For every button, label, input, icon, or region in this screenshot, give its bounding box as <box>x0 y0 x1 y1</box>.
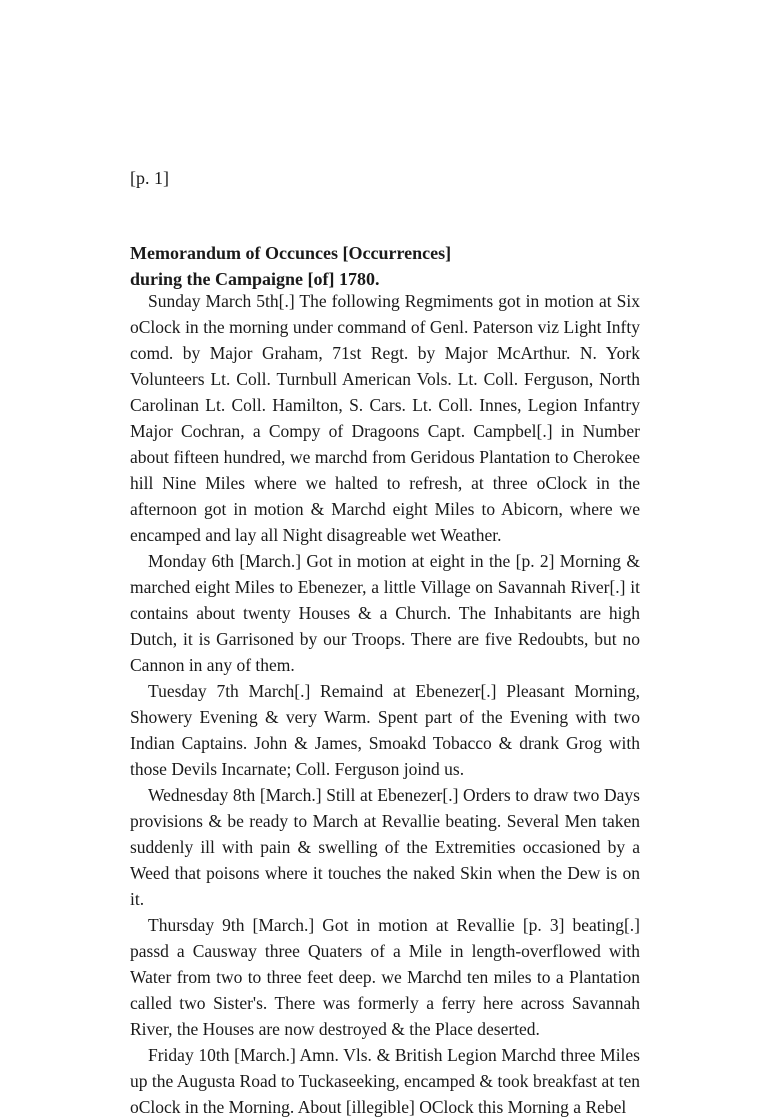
paragraph-march-10: Friday 10th [March.] Amn. Vls. & British Legion Marchd three Miles up the Augusta Road to Tuckaseeking, encamped & took breakfast at ten oClock in the Morning. About [illegible] OClock this Morning a Rebel <box>130 1045 640 1117</box>
paragraph-march-7: Tuesday 7th March[.] Remaind at Ebenezer[.] Pleasant Morning, Showery Evening & very Warm. Spent part of the Evening with two Indian Captains. John & James, Smoakd Tobacco & drank Grog with those Devils Incarnate; Coll. Ferguson joind us. <box>130 681 640 779</box>
heading-line-2: during the Campaigne [of] 1780. <box>130 269 380 289</box>
heading-line-1: Memorandum of Occunces [Occurrences] <box>130 243 452 263</box>
paragraph-march-5: Sunday March 5th[.] The following Regmiments got in motion at Six oClock in the morning under command of Genl. Paterson viz Light Infty comd. by Major Graham, 71st Regt. by Major McArthur. N. York Volunteers Lt. Coll. Turnbull American Vols. Lt. Coll. Ferguson, North Carolinan Lt. Coll. Hamilton, S. Cars. Lt. Coll. Innes, Legion Infantry Major Cochran, a Compy of Dragoons Capt. Campbel[.] in Number about fifteen hundred, we marchd from Geridous Plantation to Cherokee hill Nine Miles where we halted to refresh, at three oClock in the afternoon got in motion & Marchd eight Miles to Abicorn, where we encamped and lay all Night disagreable wet Weather. <box>130 291 640 545</box>
paragraph-march-9: Thursday 9th [March.] Got in motion at Revallie [p. 3] beating[.] passd a Causway three Quaters of a Mile in length-overflowed with Water from two to three feet deep. we Marchd ten miles to a Plantation called two Sister's. There was formerly a ferry here across Savannah River, the Houses are now destroyed & the Place deserted. <box>130 915 640 1039</box>
journal-body <box>130 288 640 1120</box>
paragraph-march-6: Monday 6th [March.] Got in motion at eight in the [p. 2] Morning & marched eight Miles to Ebenezer, a little Village on Savannah River[.] it contains about twenty Houses & a Church. The Inhabitants are high Dutch, it is Garrisoned by our Troops. There are five Redoubts, but no Cannon in any of them. <box>130 551 640 675</box>
document-heading <box>130 240 650 292</box>
paragraph-march-8: Wednesday 8th [March.] Still at Ebenezer[.] Orders to draw two Days provisions & be ready to March at Revallie beating. Several Men taken suddenly ill with pain & swelling of the Extremities occasioned by a Weed that poisons where it touches the naked Skin when the Dew is on it. <box>130 785 640 909</box>
page-marker: [p. 1] <box>130 168 169 188</box>
